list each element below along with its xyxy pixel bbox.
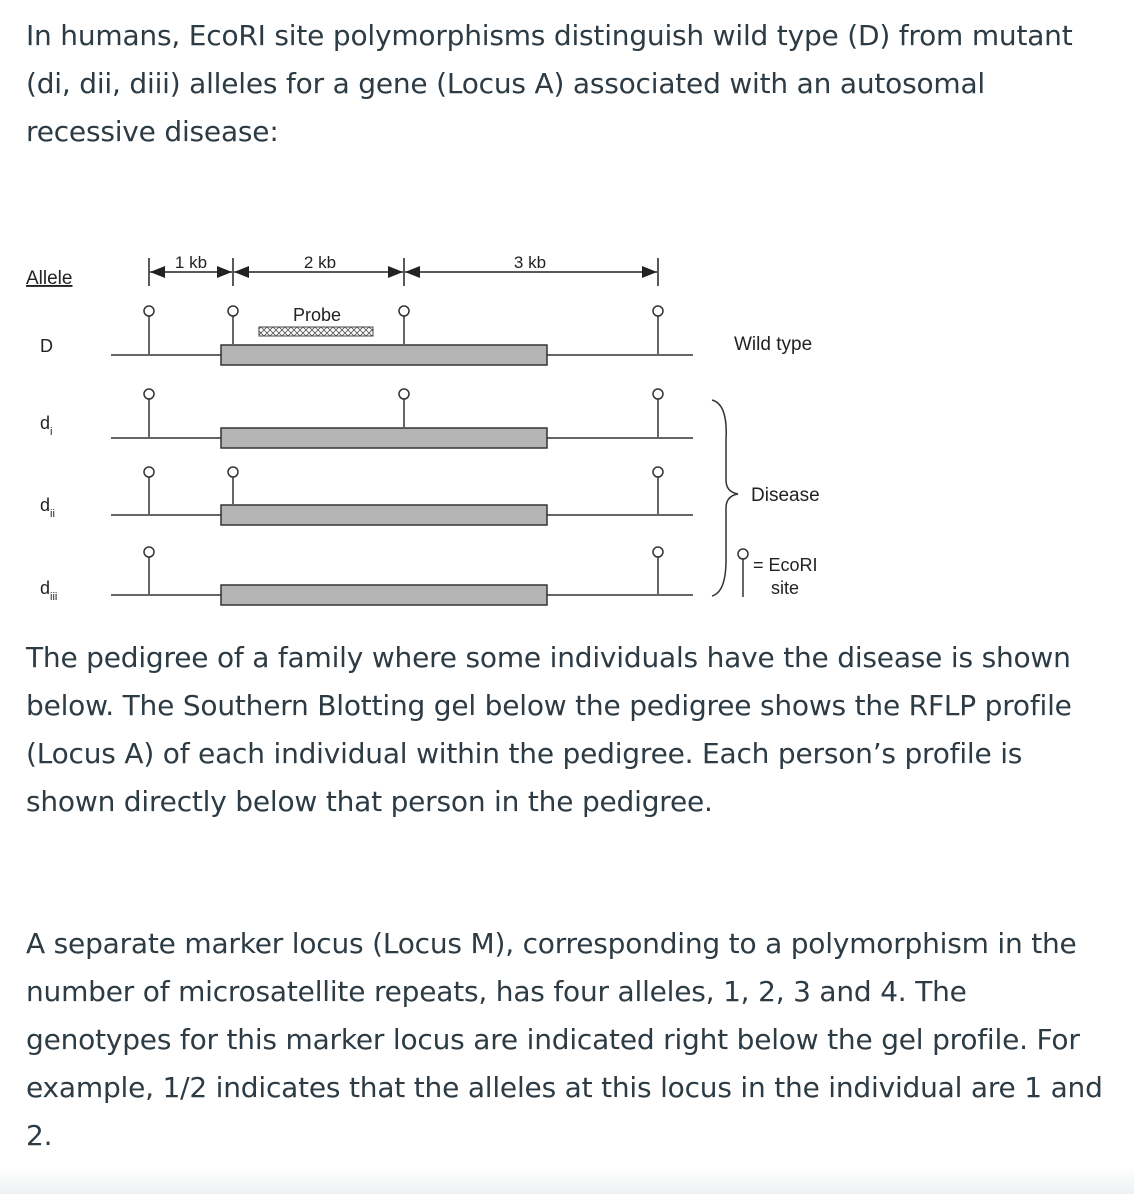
wild-type-label: Wild type [734, 334, 813, 355]
ecori-site-icon [144, 306, 154, 354]
allele-label-diii: $d_{iii}$ [40, 578, 58, 603]
allele-label-di: $d_i$ [40, 413, 53, 438]
ecori-allele-map-diagram [0, 240, 860, 620]
allele-label-d-wildtype: D [40, 336, 53, 356]
scale-label-1kb: 1 kb [174, 253, 208, 272]
ecori-site-icon [653, 306, 663, 354]
ecori-site-legend-icon [738, 549, 748, 597]
allele-label-dii: $d_{ii}$ [40, 495, 55, 520]
allele-header: Allele [26, 268, 73, 289]
allele-row-dii [111, 467, 693, 525]
kb-scale-bar [149, 258, 658, 286]
ecori-site-icon [399, 306, 409, 344]
probe-bar [259, 327, 373, 336]
ecori-site-icon [228, 467, 238, 504]
ecori-site-icon [144, 547, 154, 594]
bottom-fade [0, 1168, 1134, 1194]
marker-locus-paragraph: A separate marker locus (Locus M), corresponding to a polymorphism in the number of microsatellite repeats, has four alleles, 1, 2, 3 and 4. The genotypes for this marker locus are indicated right below the gel profile. For example, 1/2 indicates that the alleles at this locus in the individual are 1 and 2. [26, 927, 1103, 1152]
scale-label-2kb: 2 kb [303, 253, 337, 272]
probe-label: Probe [292, 305, 342, 325]
legend-ecori-label: = EcoRI [753, 555, 818, 575]
pedigree-paragraph: The pedigree of a family where some individuals have the disease is shown below. The Southern Blotting gel below the pedigree shows the RFLP profile (Locus A) of each individual within the pedigree. Each person’s profile is shown directly below that person in the pedigree. [26, 641, 1072, 818]
allele-row-diii [111, 547, 693, 605]
ecori-site-icon [144, 389, 154, 437]
allele-row-d [111, 306, 693, 365]
ecori-site-icon [653, 389, 663, 437]
legend-site-label: site [771, 578, 800, 598]
ecori-site-icon [653, 467, 663, 514]
ecori-site-icon [144, 467, 154, 514]
ecori-site-icon [653, 547, 663, 594]
disease-brace-icon [712, 400, 738, 596]
scale-label-3kb: 3 kb [513, 253, 547, 272]
ecori-site-icon [228, 306, 238, 344]
disease-label: Disease [751, 485, 820, 506]
intro-paragraph: In humans, EcoRI site polymorphisms distinguish wild type (D) from mutant (di, dii, diii) alleles for a gene (Locus A) associated with an autosomal recessive disease: [26, 19, 1073, 148]
ecori-site-icon [399, 389, 409, 427]
allele-row-di [111, 389, 693, 448]
